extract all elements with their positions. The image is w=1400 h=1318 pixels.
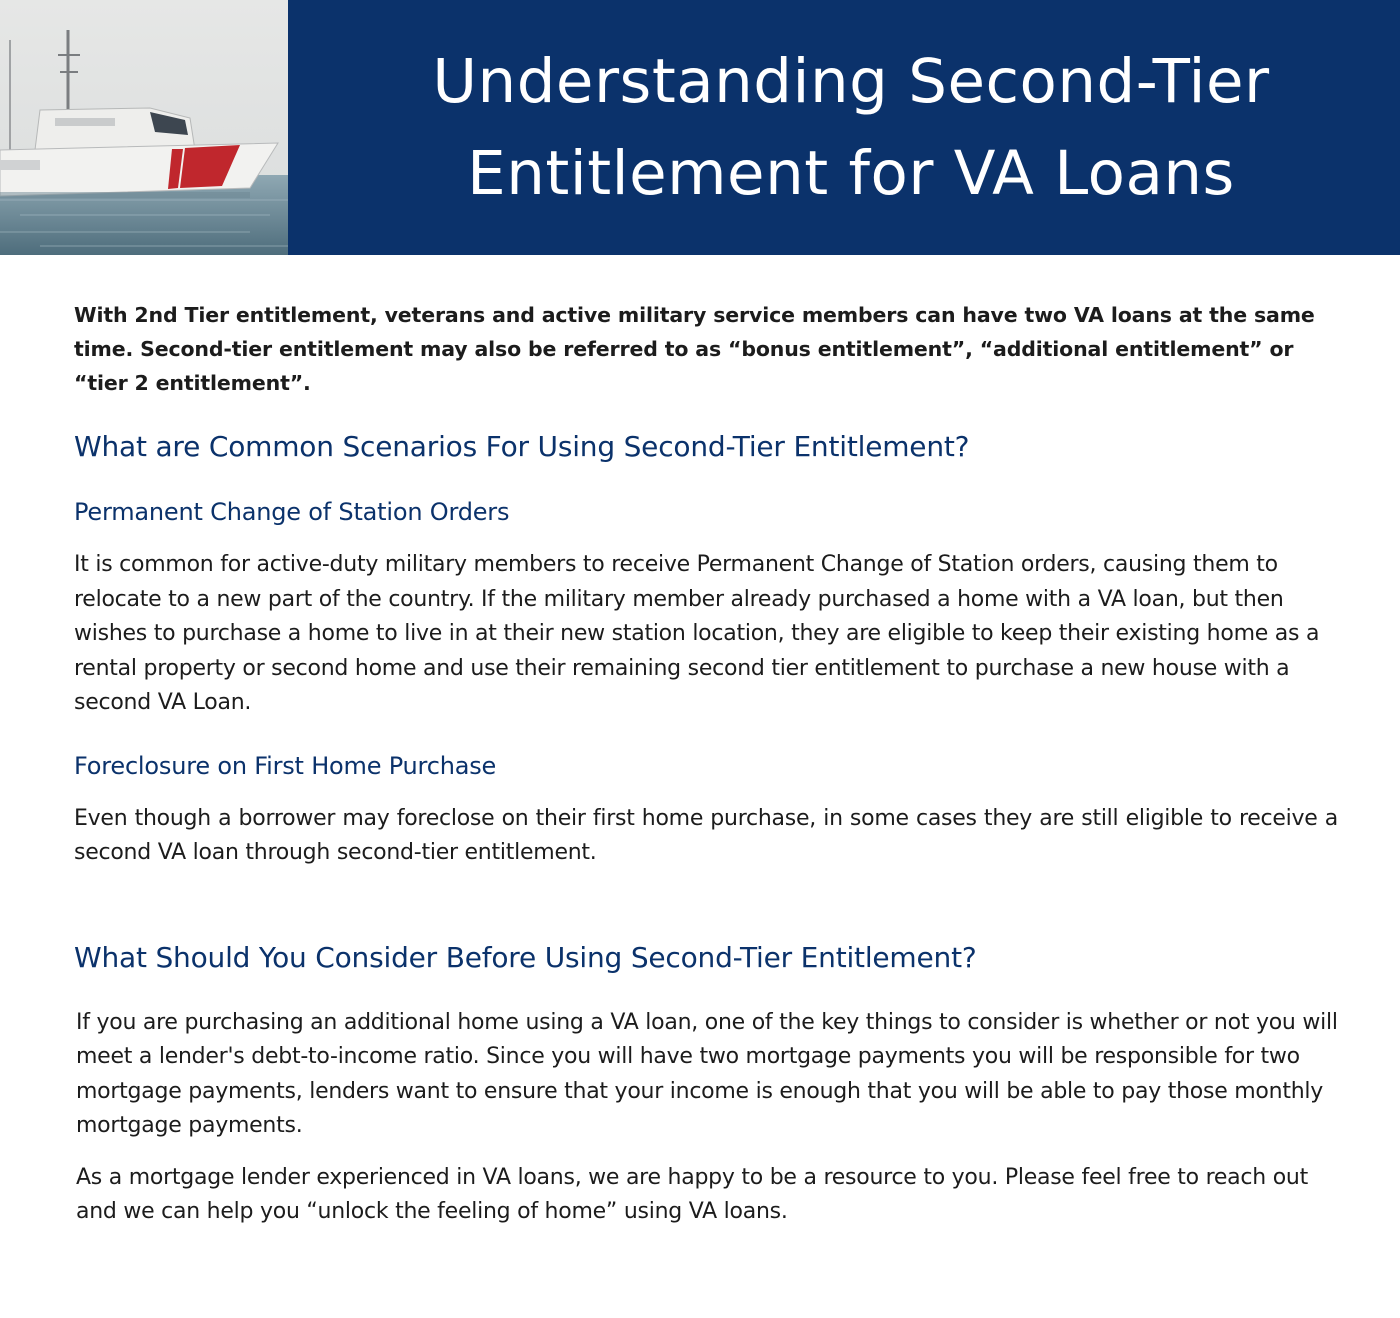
subheading-pcs-orders: Permanent Change of Station Orders [74,498,510,526]
section-heading-considerations: What Should You Consider Before Using Second-Tier Entitlement? [74,940,977,974]
foreclosure-paragraph: Even though a borrower may foreclose on their first home purchase, in some cases they are still eligible to receive a second VA loan through second-tier entitlement. [74,805,1338,865]
subheading-foreclosure: Foreclosure on First Home Purchase [74,751,497,780]
section-heading-scenarios: What are Common Scenarios For Using Second-Tier Entitlement? [74,430,970,463]
title-banner [288,0,1400,255]
considerations-paragraph: If you are purchasing an additional home using a VA loan, one of the key things to consider is whether or not you will meet a lender's debt-to-income ratio. Since you will have two mortgage payments you will be responsible for two mortgage payments, lenders want to ensure that your income is enough that you will be able to pay those monthly mortgage payments. [76,1009,1338,1138]
article-body [74,298,1338,1230]
intro-paragraph: With 2nd Tier entitlement, veterans and active military service members can have two VA loans at the same time. Second-tier entitlement may also be referred to as “bonus entitlement”, “additional entitlement” or “tier 2 entitlement”. [74,303,1315,395]
closing-paragraph: As a mortgage lender experienced in VA loans, we are happy to be a resource to you. Please feel free to reach out and we can help you “unlock the feeling of home” using VA loans. [76,1164,1308,1224]
header [0,0,1400,255]
title-line-1: Understanding Second-Tier [432,45,1270,117]
pcs-orders-paragraph: It is common for active-duty military members to receive Permanent Change of Station orders, causing them to relocate to a new part of the country. If the military member already purchased a home with a VA loan, but then wishes to purchase a home to live in at their new station location, they are eligible to keep their existing home as a rental property or second home and use their remaining second tier entitlement to purchase a new house with a second VA Loan. [74,552,1320,715]
page-title [418,36,1269,220]
patrol-boat-photo [0,0,288,255]
title-line-2: Entitlement for VA Loans [467,137,1235,209]
